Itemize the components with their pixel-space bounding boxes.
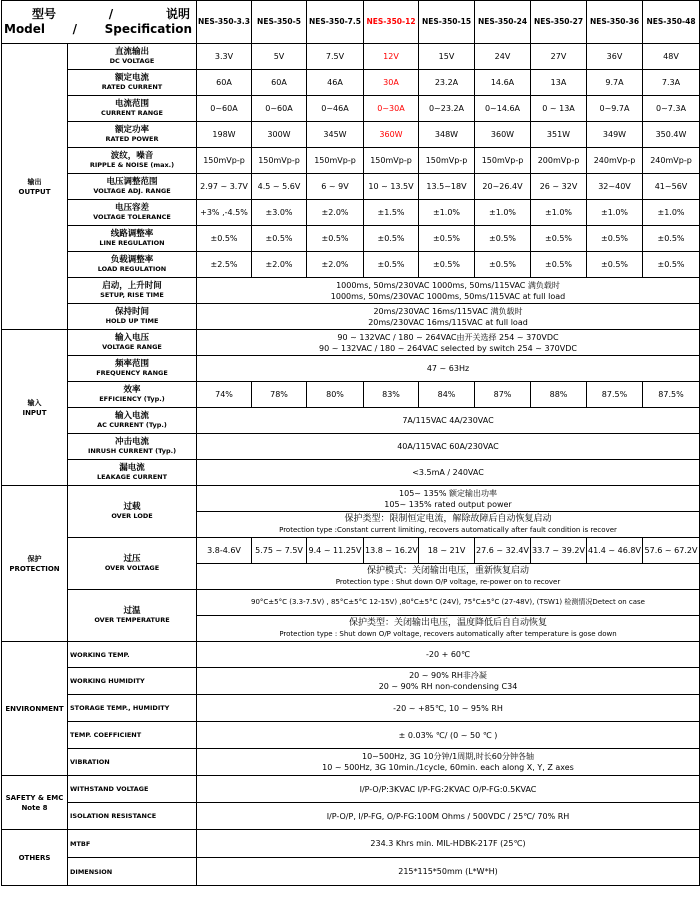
cell-span: 1000ms, 50ms/230VAC 1000ms, 50ms/115VAC 满负载时 1000ms, 50ms/230VAC 1000ms, 50ms/115VAC at full load xyxy=(197,278,700,304)
cell-value: 150mVp-p xyxy=(307,148,364,174)
cell-value: 0~60A xyxy=(197,96,252,122)
cell-value: 13.5~18V xyxy=(419,174,475,200)
cell-value: 351W xyxy=(531,122,587,148)
category-output: 输出 OUTPUT xyxy=(2,44,68,330)
cell-value: ±2.0% xyxy=(307,200,364,226)
cell-value: ±0.5% xyxy=(252,226,307,252)
cell-value: ±0.5% xyxy=(419,226,475,252)
cell-value: 7.5V xyxy=(307,44,364,70)
row-working-humidity xyxy=(2,668,700,695)
label-inrush: 冲击电流 INRUSH CURRENT (Typ.) xyxy=(68,434,197,460)
cell-value-highlight: 12V xyxy=(364,44,419,70)
cell-value: 150mVp-p xyxy=(197,148,252,174)
label-dc-voltage: 直流输出 DC VOLTAGE xyxy=(68,44,197,70)
cell-value: ±0.5% xyxy=(364,252,419,278)
cell-value: 0~7.3A xyxy=(643,96,700,122)
row-efficiency xyxy=(2,382,700,408)
label-withstand: WITHSTAND VOLTAGE xyxy=(68,776,197,803)
cell-value: ±0.5% xyxy=(531,226,587,252)
cell-span: 105~ 135% 额定输出功率 105~ 135% rated output power xyxy=(197,486,700,512)
cell-value: 3.3V xyxy=(197,44,252,70)
cell-value: 60A xyxy=(252,70,307,96)
cell-value: 26 ~ 32V xyxy=(531,174,587,200)
cell-value: 240mVp-p xyxy=(587,148,643,174)
cell-value: ±0.5% xyxy=(364,226,419,252)
cell-value: 18 ~ 21V xyxy=(419,538,475,564)
cell-value: +3% ,-4.5% xyxy=(197,200,252,226)
slash-bottom: / xyxy=(72,22,78,36)
cell-value: 20~26.4V xyxy=(475,174,531,200)
row-leakage xyxy=(2,460,700,486)
cell-value: 57.6 ~ 67.2V xyxy=(643,538,700,564)
cell-value: 6 ~ 9V xyxy=(307,174,364,200)
row-ripple xyxy=(2,148,700,174)
label-ripple: 波纹，噪音 RIPPLE & NOISE (max.) xyxy=(68,148,197,174)
model-col-header: NES-350-36 xyxy=(587,1,643,44)
cell-span: 40A/115VAC 60A/230VAC xyxy=(197,434,700,460)
row-line-reg xyxy=(2,226,700,252)
cell-value: 150mVp-p xyxy=(364,148,419,174)
cell-value: 74% xyxy=(197,382,252,408)
label-leakage: 漏电流 LEAKAGE CURRENT xyxy=(68,460,197,486)
cell-value: 0~14.6A xyxy=(475,96,531,122)
category-input: 输入 INPUT xyxy=(2,330,68,486)
label-holdup: 保持时间 HOLD UP TIME xyxy=(68,304,197,330)
row-overload-1 xyxy=(2,486,700,512)
cell-value: 350.4W xyxy=(643,122,700,148)
cell-span: 215*115*50mm (L*W*H) xyxy=(197,858,700,886)
label-working-temp: WORKING TEMP. xyxy=(68,642,197,668)
cell-span: <3.5mA / 240VAC xyxy=(197,460,700,486)
row-holdup xyxy=(2,304,700,330)
model-col-header: NES-350-27 xyxy=(531,1,587,44)
cell-value: ±0.5% xyxy=(643,252,700,278)
label-voltage-adj: 电压调整范围 VOLTAGE ADJ. RANGE xyxy=(68,174,197,200)
cell-value: 0 ~ 13A xyxy=(531,96,587,122)
cell-value: ±0.5% xyxy=(587,226,643,252)
cell-span: I/P-O/P:3KVAC I/P-FG:2KVAC O/P-FG:0.5KVAC xyxy=(197,776,700,803)
cell-span: 10~500Hz, 3G 10分钟/1周期,时长60分钟各轴 10 ~ 500Hz, 3G 10min./1cycle, 60min. each along X, Y, Z axes xyxy=(197,749,700,776)
cell-value: 27.6 ~ 32.4V xyxy=(475,538,531,564)
label-input-voltage: 输入电压 VOLTAGE RANGE xyxy=(68,330,197,356)
cell-span: 234.3 Khrs min. MIL-HDBK-217F (25℃) xyxy=(197,830,700,858)
spec-cn-label: 说明 xyxy=(165,7,190,21)
label-rated-power: 额定功率 RATED POWER xyxy=(68,122,197,148)
cell-span: -20 ~ +85℃, 10 ~ 95% RH xyxy=(197,695,700,722)
row-voltage-tol xyxy=(2,200,700,226)
cell-value: ±0.5% xyxy=(419,252,475,278)
cell-value: 0~23.2A xyxy=(419,96,475,122)
cell-value-highlight: 360W xyxy=(364,122,419,148)
cell-span: I/P-O/P, I/P-FG, O/P-FG:100M Ohms / 500VDC / 25℃/ 70% RH xyxy=(197,803,700,830)
cell-span: 20ms/230VAC 16ms/115VAC 满负载时 20ms/230VAC 16ms/115VAC at full load xyxy=(197,304,700,330)
row-working-temp xyxy=(2,642,700,668)
row-overtemp-1 xyxy=(2,590,700,616)
row-setup xyxy=(2,278,700,304)
cell-value: ±0.5% xyxy=(587,252,643,278)
category-environment: ENVIRONMENT xyxy=(2,642,68,776)
label-voltage-tol: 电压容差 VOLTAGE TOLERANCE xyxy=(68,200,197,226)
cell-value: 150mVp-p xyxy=(419,148,475,174)
row-dimension xyxy=(2,858,700,886)
category-protection: 保护 PROTECTION xyxy=(2,486,68,642)
row-input-voltage xyxy=(2,330,700,356)
label-working-humidity: WORKING HUMIDITY xyxy=(68,668,197,695)
label-overtemp: 过温 OVER TEMPERATURE xyxy=(68,590,197,642)
cell-value: 32~40V xyxy=(587,174,643,200)
spec-table xyxy=(1,0,700,886)
cell-value: 5.75 ~ 7.5V xyxy=(252,538,307,564)
cell-value: 27V xyxy=(531,44,587,70)
spec-en-label: Specification xyxy=(104,22,192,36)
cell-value: ±0.5% xyxy=(531,252,587,278)
cell-span: 7A/115VAC 4A/230VAC xyxy=(197,408,700,434)
cell-value: 48V xyxy=(643,44,700,70)
model-cn-label: 型号 xyxy=(32,7,57,21)
row-rated-current xyxy=(2,70,700,96)
row-dc-voltage xyxy=(2,44,700,70)
model-en-label: Model xyxy=(4,22,46,36)
cell-value: ±0.5% xyxy=(475,252,531,278)
cell-value: 300W xyxy=(252,122,307,148)
cell-value: 5V xyxy=(252,44,307,70)
cell-span: 保护类型：关闭输出电压，温度降低后自自动恢复 Protection type : Shut down O/P voltage, recovers automatically after temperature is gose down xyxy=(197,616,700,642)
label-line-reg: 线路调整率 LINE REGULATION xyxy=(68,226,197,252)
cell-value: 4.5 ~ 5.6V xyxy=(252,174,307,200)
model-col-header: NES-350-48 xyxy=(643,1,700,44)
cell-value: 60A xyxy=(197,70,252,96)
cell-value: 240mVp-p xyxy=(643,148,700,174)
cell-value: 150mVp-p xyxy=(475,148,531,174)
cell-value: 0~9.7A xyxy=(587,96,643,122)
slash-top: / xyxy=(108,7,114,21)
cell-value: 3.8-4.6V xyxy=(197,538,252,564)
label-dimension: DIMENSION xyxy=(68,858,197,886)
category-safety: SAFETY & EMC Note 8 xyxy=(2,776,68,830)
label-load-reg: 负载调整率 LOAD REGULATION xyxy=(68,252,197,278)
cell-span: 保护模式：关闭输出电压，重新恢复启动 Protection type : Shut down O/P voltage, re-power on to recover xyxy=(197,564,700,590)
cell-value: ±1.0% xyxy=(531,200,587,226)
cell-span: ± 0.03% ℃/ (0 ~ 50 ℃ ) xyxy=(197,722,700,749)
model-col-header: NES-350-7.5 xyxy=(307,1,364,44)
label-isolation: ISOLATION RESISTANCE xyxy=(68,803,197,830)
model-col-header-highlight: NES-350-12 xyxy=(364,1,419,44)
row-inrush xyxy=(2,434,700,460)
cell-span: 90°C±5°C (3.3-7.5V) , 85°C±5°C 12-15V) ,80°C±5°C (24V), 75°C±5°C (27-48V), (TSW1) 检测情况Detect on case xyxy=(197,590,700,616)
cell-value: 87% xyxy=(475,382,531,408)
row-vibration xyxy=(2,749,700,776)
cell-value: 88% xyxy=(531,382,587,408)
cell-value: 150mVp-p xyxy=(252,148,307,174)
row-isolation xyxy=(2,803,700,830)
model-col-header: NES-350-15 xyxy=(419,1,475,44)
cell-value: 349W xyxy=(587,122,643,148)
cell-value: ±0.5% xyxy=(475,226,531,252)
cell-value: 41.4 ~ 46.8V xyxy=(587,538,643,564)
cell-value: 24V xyxy=(475,44,531,70)
label-frequency: 频率范围 FREQUENCY RANGE xyxy=(68,356,197,382)
row-overvoltage-1 xyxy=(2,538,700,564)
cell-value: ±1.0% xyxy=(643,200,700,226)
model-col-header: NES-350-24 xyxy=(475,1,531,44)
model-spec-header xyxy=(2,1,197,44)
row-load-reg xyxy=(2,252,700,278)
cell-value: 14.6A xyxy=(475,70,531,96)
label-temp-coeff: TEMP. COEFFICIENT xyxy=(68,722,197,749)
cell-value: 41~56V xyxy=(643,174,700,200)
cell-value: 87.5% xyxy=(643,382,700,408)
cell-value: 200mVp-p xyxy=(531,148,587,174)
cell-value: 13A xyxy=(531,70,587,96)
cell-value: 84% xyxy=(419,382,475,408)
cell-value: ±3.0% xyxy=(252,200,307,226)
row-rated-power xyxy=(2,122,700,148)
label-overvoltage: 过压 OVER VOLTAGE xyxy=(68,538,197,590)
cell-span: 保护类型：限制恒定电流，解除故障后自动恢复启动 Protection type :Constant current limiting, recovers automatically after fault condition is recover xyxy=(197,512,700,538)
cell-value: 10 ~ 13.5V xyxy=(364,174,419,200)
cell-value: ±0.5% xyxy=(643,226,700,252)
cell-value: ±1.5% xyxy=(364,200,419,226)
cell-value: 2.97 ~ 3.7V xyxy=(197,174,252,200)
cell-span: 47 ~ 63Hz xyxy=(197,356,700,382)
cell-value: ±1.0% xyxy=(419,200,475,226)
cell-value: 23.2A xyxy=(419,70,475,96)
cell-value-highlight: 0~30A xyxy=(364,96,419,122)
cell-value: 198W xyxy=(197,122,252,148)
cell-value: 0~46A xyxy=(307,96,364,122)
cell-value: ±2.0% xyxy=(252,252,307,278)
row-frequency xyxy=(2,356,700,382)
cell-value: 13.8 ~ 16.2V xyxy=(364,538,419,564)
cell-value: 360W xyxy=(475,122,531,148)
cell-value: 46A xyxy=(307,70,364,96)
cell-value: ±0.5% xyxy=(307,226,364,252)
label-storage: STORAGE TEMP., HUMIDITY xyxy=(68,695,197,722)
cell-value: ±2.5% xyxy=(197,252,252,278)
label-ac-current: 输入电流 AC CURRENT (Typ.) xyxy=(68,408,197,434)
model-col-header: NES-350-3.3 xyxy=(197,1,252,44)
cell-value: 33.7 ~ 39.2V xyxy=(531,538,587,564)
cell-value: 7.3A xyxy=(643,70,700,96)
label-mtbf: MTBF xyxy=(68,830,197,858)
row-mtbf xyxy=(2,830,700,858)
row-voltage-adj xyxy=(2,174,700,200)
cell-value: 9.7A xyxy=(587,70,643,96)
label-rated-current: 额定电流 RATED CURRENT xyxy=(68,70,197,96)
cell-value: 80% xyxy=(307,382,364,408)
header-row xyxy=(2,1,700,44)
cell-span: 20 ~ 90% RH非冷凝 20 ~ 90% RH non-condensing C34 xyxy=(197,668,700,695)
cell-value: 78% xyxy=(252,382,307,408)
cell-value: 9.4 ~ 11.25V xyxy=(307,538,364,564)
label-current-range: 电流范围 CURRENT RANGE xyxy=(68,96,197,122)
cell-value: ±1.0% xyxy=(587,200,643,226)
cell-value: 0~60A xyxy=(252,96,307,122)
label-efficiency: 效率 EFFICIENCY (Typ.) xyxy=(68,382,197,408)
cell-value: 36V xyxy=(587,44,643,70)
row-withstand xyxy=(2,776,700,803)
cell-value: ±2.0% xyxy=(307,252,364,278)
label-overload: 过载 OVER LODE xyxy=(68,486,197,538)
row-storage xyxy=(2,695,700,722)
cell-value: 83% xyxy=(364,382,419,408)
cell-span: 90 ~ 132VAC / 180 ~ 264VAC由开关选择 254 ~ 370VDC 90 ~ 132VAC / 180 ~ 264VAC selected by switch 254 ~ 370VDC xyxy=(197,330,700,356)
category-others: OTHERS xyxy=(2,830,68,886)
label-vibration: VIBRATION xyxy=(68,749,197,776)
cell-span: -20 + 60℃ xyxy=(197,642,700,668)
model-col-header: NES-350-5 xyxy=(252,1,307,44)
row-temp-coeff xyxy=(2,722,700,749)
cell-value: 345W xyxy=(307,122,364,148)
row-current-range xyxy=(2,96,700,122)
cell-value: ±0.5% xyxy=(197,226,252,252)
row-ac-current xyxy=(2,408,700,434)
cell-value-highlight: 30A xyxy=(364,70,419,96)
label-setup: 启动，上升时间 SETUP, RISE TIME xyxy=(68,278,197,304)
cell-value: ±1.0% xyxy=(475,200,531,226)
cell-value: 348W xyxy=(419,122,475,148)
cell-value: 15V xyxy=(419,44,475,70)
cell-value: 87.5% xyxy=(587,382,643,408)
